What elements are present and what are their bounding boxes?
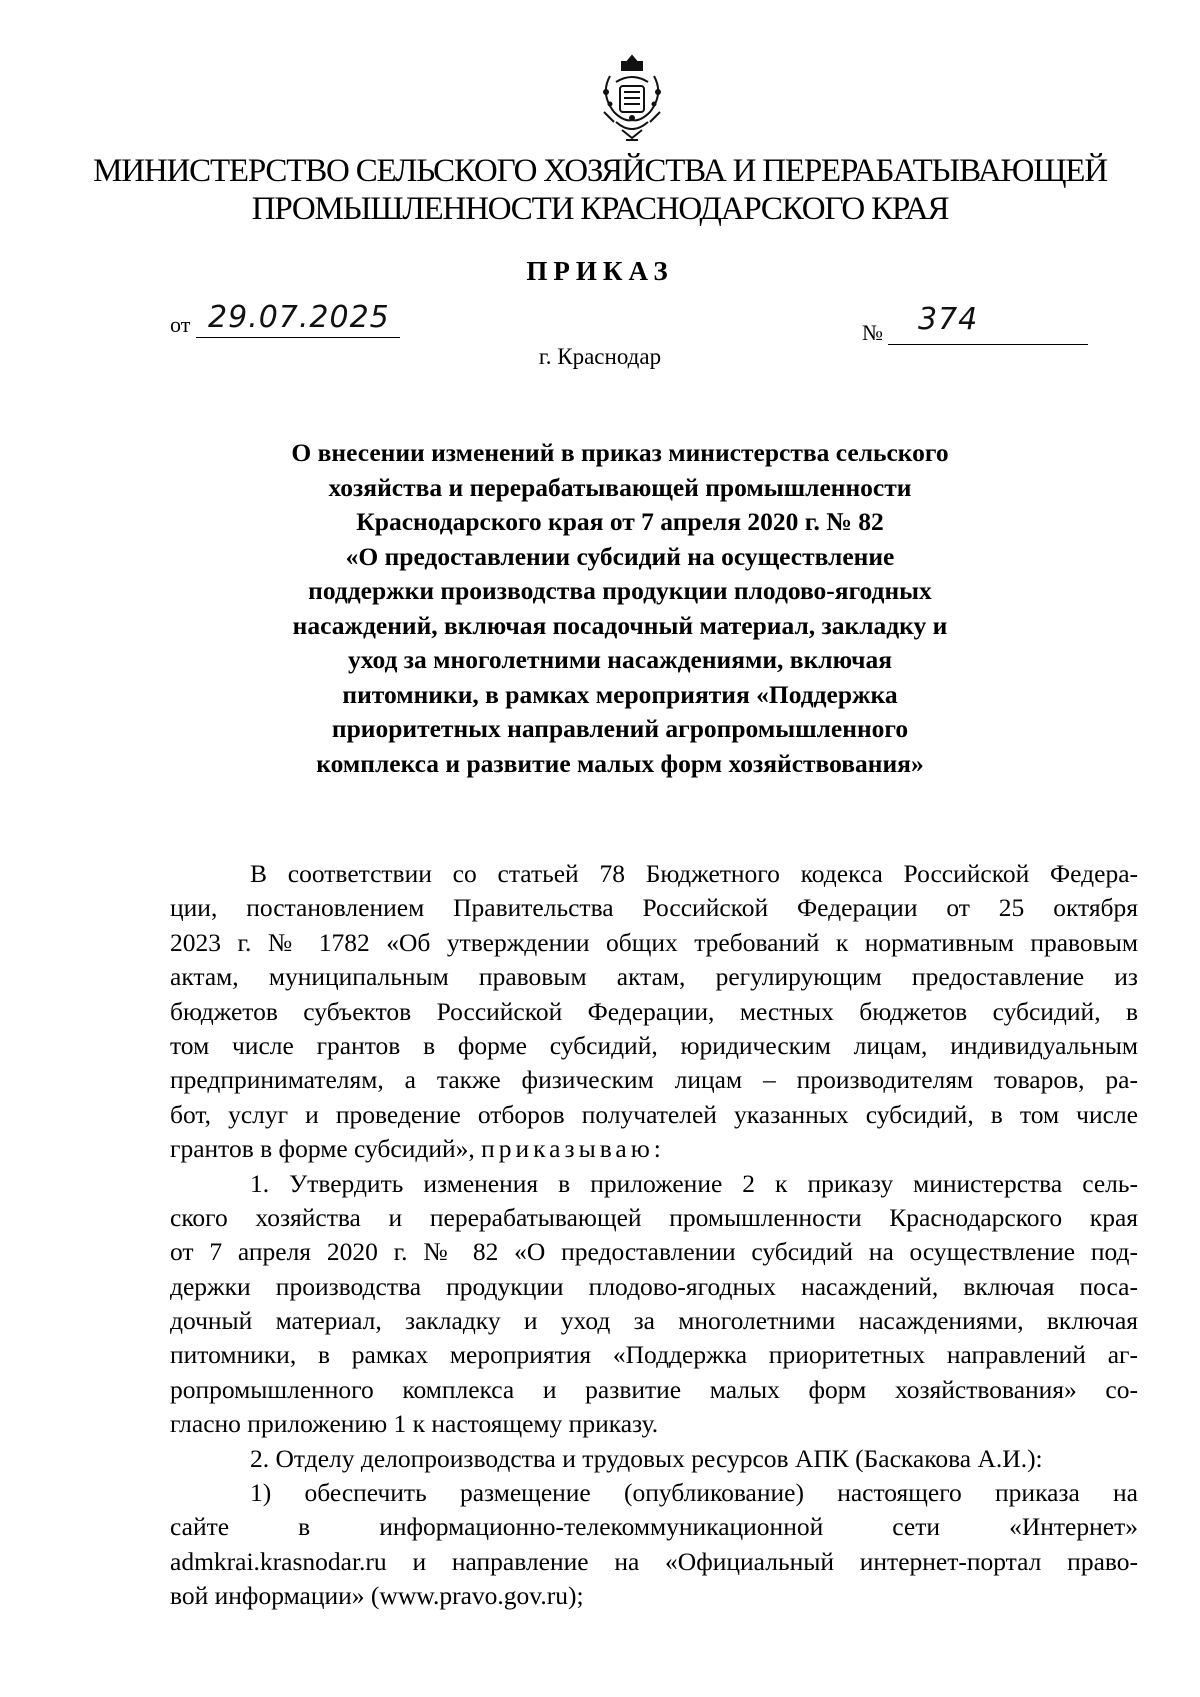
subject-line: Краснодарского края от 7 апреля 2020 г. № 82 <box>356 507 884 536</box>
body-line: от 7 апреля 2020 г. № 82 «О предоставлении субсидий на осуществление под- <box>170 1237 1138 1267</box>
body-line: ропромышленного комплекса и развитие малых форм хозяйствования» со- <box>170 1374 1138 1404</box>
body-line: сайте в информационно-телекоммуникационной сети «Интернет» <box>170 1512 1138 1542</box>
subject-line: «О предоставлении субсидий на осуществление <box>345 541 895 571</box>
body-line: предпринимателям, а также физическим лицам – производителям товаров, ра- <box>170 1065 1138 1095</box>
subject-line: насаждений, включая посадочный материал, закладку и <box>292 610 948 640</box>
body-line-with-order-word <box>170 1132 1138 1166</box>
body-line: том числе грантов в форме субсидий, юридическим лицам, индивидуальным <box>170 1030 1138 1060</box>
body-line: admkrai.krasnodar.ru и направление на «Официальный интернет-портал право- <box>170 1546 1138 1576</box>
number-prefix: № <box>862 320 883 345</box>
ministry-name <box>0 152 1200 228</box>
ministry-line-2: ПРОМЫШЛЕННОСТИ КРАСНОДАРСКОГО КРАЯ <box>251 191 949 227</box>
date-underline <box>196 337 400 338</box>
body-line: ции, постановлением Правительства Российской Федерации от 25 октября <box>170 893 1138 923</box>
body-line: держки производства продукции плодово-ягодных насаждений, включая поса- <box>170 1271 1138 1301</box>
subject-line: питомники, в рамках мероприятия «Поддержка <box>342 679 898 709</box>
handwritten-date: 29.07.2025 <box>208 300 390 335</box>
body-line: бот, услуг и проведение отборов получателей указанных субсидий, в том числе <box>170 1099 1138 1129</box>
subject-line: поддержки производства продукции плодово-ягодных <box>308 576 932 605</box>
body-line: 1. Утвердить изменения в приложение 2 к приказу министерства сель- <box>250 1168 1138 1198</box>
subject-line: уход за многолетними насаждениями, включая <box>347 645 893 674</box>
krasnodar-coat-of-arms-icon <box>596 52 668 148</box>
document-body <box>170 857 1138 1614</box>
handwritten-number: 374 <box>918 302 979 337</box>
city-name: г. Краснодар <box>538 344 662 369</box>
document-type-title: ПРИКАЗ <box>526 256 674 286</box>
body-line: бюджетов субъектов Российской Федерации, местных бюджетов субсидий, в <box>170 996 1138 1026</box>
body-line: 2023 г. № 1782 «Об утверждении общих требований к нормативным правовым <box>170 927 1138 957</box>
body-line: 1) обеспечить размещение (опубликование) настоящего приказа на <box>250 1478 1138 1508</box>
body-line: гласно приложению 1 к настоящему приказу. <box>170 1409 659 1439</box>
body-line-text: грантов в форме субсидий», <box>170 1134 475 1164</box>
body-line: дочный материал, закладку и уход за многолетними насаждениями, включая <box>170 1306 1138 1336</box>
subject-line: приоритетных направлений агропромышленного <box>331 714 909 743</box>
subject-line: комплекса и развитие малых форм хозяйствования» <box>316 748 924 778</box>
ministry-line-1: МИНИСТЕРСТВО СЕЛЬСКОГО ХОЗЯЙСТВА И ПЕРЕРАБАТЫВАЮЩЕЙ <box>93 153 1107 189</box>
body-line: актам, муниципальным правовым актам, регулирующим предоставление из <box>170 962 1138 992</box>
body-line: вой информации» (www.pravo.gov.ru); <box>170 1581 584 1611</box>
subject-line: О внесении изменений в приказ министерства сельского <box>291 438 949 467</box>
body-line: ского хозяйства и перерабатывающей промышленности Краснодарского края <box>170 1202 1138 1232</box>
date-prefix: от <box>170 312 191 337</box>
subject-line: хозяйства и перерабатывающей промышленности <box>328 472 912 502</box>
order-word: приказываю: <box>481 1134 665 1164</box>
body-line: 2. Отделу делопроизводства и трудовых ресурсов АПК (Баскакова А.И.): <box>250 1443 1043 1473</box>
document-subject <box>200 436 1040 781</box>
body-line: В соответствии со статьей 78 Бюджетного кодекса Российской Федера- <box>250 859 1138 888</box>
body-line: питомники, в рамках мероприятия «Поддержка приоритетных направлений аг- <box>170 1340 1138 1370</box>
